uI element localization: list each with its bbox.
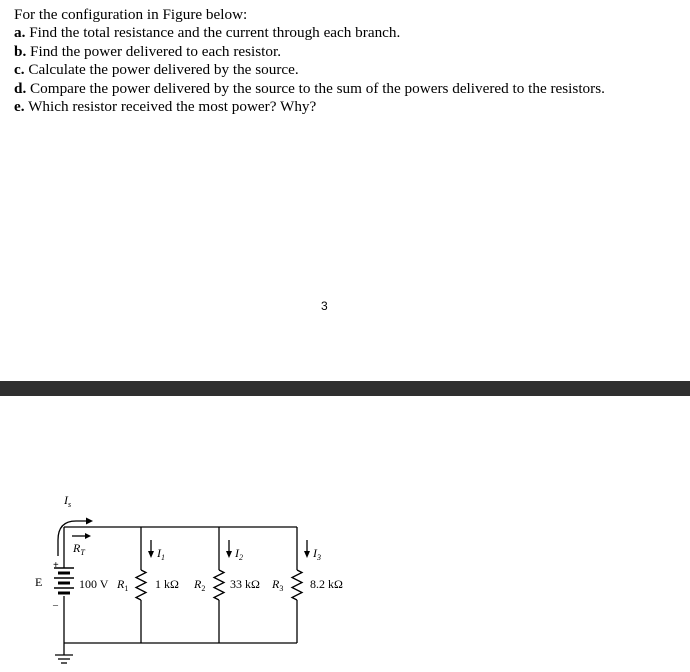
part-text: Find the total resistance and the current through each branch. (25, 24, 401, 42)
r2-symbol: $R_2$ (194, 577, 206, 593)
polarity-plus: + (53, 560, 59, 571)
is-arrowhead (86, 518, 93, 525)
r2-value: 33 kΩ (230, 577, 260, 591)
problem-part-c (14, 61, 684, 79)
problem-part-a (14, 24, 684, 42)
part-label: a. (14, 24, 26, 42)
part-label: e. (14, 98, 25, 116)
part-text: Find the power delivered to each resistor. (26, 42, 281, 60)
circuit-diagram (0, 396, 690, 672)
i2-arrowhead (226, 551, 232, 558)
i3-arrowhead (304, 551, 310, 558)
polarity-minus: – (53, 600, 58, 611)
r1-resistor (136, 570, 146, 600)
r3-value: 8.2 kΩ (310, 577, 343, 591)
part-text: Compare the power delivered by the source to the sum of the powers delivered to the resistors. (26, 79, 605, 97)
source-e-label: E (35, 575, 43, 589)
problem-intro: For the configuration in Figure below: (14, 6, 248, 23)
part-label: b. (14, 42, 27, 60)
i1-arrowhead (148, 551, 154, 558)
i1-label: $I_1$ (157, 546, 165, 562)
part-text: Which resistor received the most power? Why? (24, 98, 317, 116)
source-value: 100 V (79, 577, 109, 591)
part-text: Calculate the power delivered by the source. (24, 61, 299, 79)
problem-part-b (14, 43, 684, 61)
problem-statement (14, 6, 684, 116)
problem-part-e (14, 98, 684, 116)
part-label: d. (14, 79, 27, 97)
i3-label: $I_3$ (313, 546, 321, 562)
total-resistance-label: $R_T$ (73, 541, 85, 557)
total-current-label: $I_s$ (64, 493, 72, 509)
r1-value: 1 kΩ (155, 577, 179, 591)
page-number: 3 (321, 299, 328, 313)
r2-resistor (214, 570, 224, 600)
r3-resistor (292, 570, 302, 600)
rt-arrowhead (85, 533, 91, 539)
part-label: c. (14, 61, 25, 79)
r1-symbol: $R_1$ (117, 577, 129, 593)
r3-symbol: $R_3$ (272, 577, 284, 593)
problem-part-d (14, 80, 684, 98)
page-divider (0, 381, 690, 396)
i2-label: $I_2$ (235, 546, 243, 562)
